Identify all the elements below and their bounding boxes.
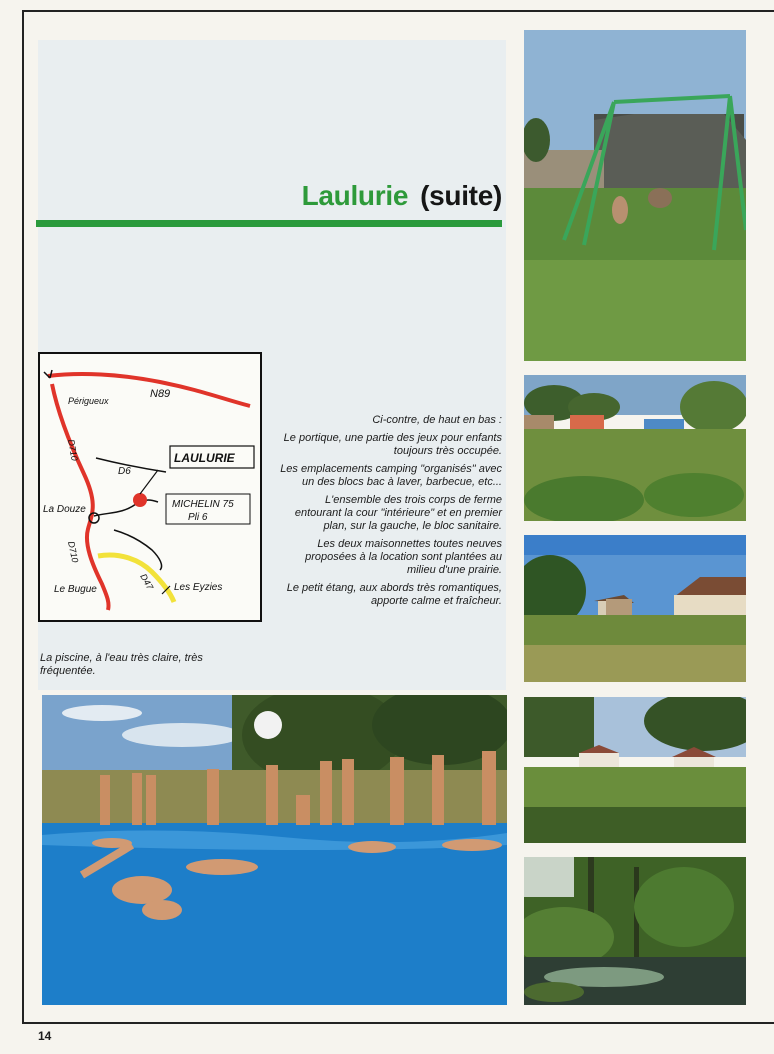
map-road-n89: N89 <box>150 388 171 400</box>
photo-captions <box>280 414 502 613</box>
caption-intro: Ci-contre, de haut en bas : <box>372 414 502 426</box>
photo-farm-buildings <box>524 535 746 682</box>
map-road-d6: D6 <box>118 466 131 477</box>
map-site-label: LAULURIE <box>174 451 235 465</box>
location-map <box>38 352 262 622</box>
map-road-d47: D47 <box>138 572 156 592</box>
photo-camping-pitches <box>524 375 746 521</box>
caption-corps-de-ferme: L'ensemble des trois corps de ferme entourant la cour "intérieure" et en premier plan, sur la gauche, le bloc sanitaire. <box>294 494 502 532</box>
page-number: 14 <box>38 1029 52 1043</box>
map-place-le-bugue: Le Bugue <box>54 584 97 595</box>
pool-caption: La piscine, à l'eau très claire, très fréquentée. <box>40 652 203 677</box>
caption-emplacements: Les emplacements camping "organisés" avec un des blocs bac à laver, barbecue, etc... <box>280 463 502 488</box>
page-title <box>40 180 502 212</box>
caption-etang: Le petit étang, aux abords très romantiques, apporte calme et fraîcheur. <box>286 582 502 607</box>
photo-swing-set <box>524 30 746 361</box>
map-road-d710-south: D710 <box>66 540 81 564</box>
caption-maisonnettes: Les deux maisonnettes toutes neuves proposées à la location sont plantées au milieu d'une prairie. <box>305 538 502 576</box>
caption-portique: Le portique, une partie des jeux pour enfants toujours très occupée. <box>283 432 502 457</box>
title-suffix: (suite) <box>420 180 502 211</box>
photo-swimming-pool <box>42 695 507 1005</box>
map-place-les-eyzies: Les Eyzies <box>174 582 223 593</box>
map-reference-pli: Pli 6 <box>188 512 208 523</box>
map-place-perigueux: Périgueux <box>68 396 109 406</box>
map-drawing <box>40 354 260 620</box>
map-place-la-douze: La Douze <box>43 504 86 515</box>
title-underline <box>36 220 502 227</box>
map-reference-michelin: MICHELIN 75 <box>172 499 234 510</box>
photo-cottages <box>524 697 746 843</box>
map-road-d710-north: D710 <box>66 438 80 462</box>
title-name: Laulurie <box>301 180 409 211</box>
photo-pond <box>524 857 746 1005</box>
